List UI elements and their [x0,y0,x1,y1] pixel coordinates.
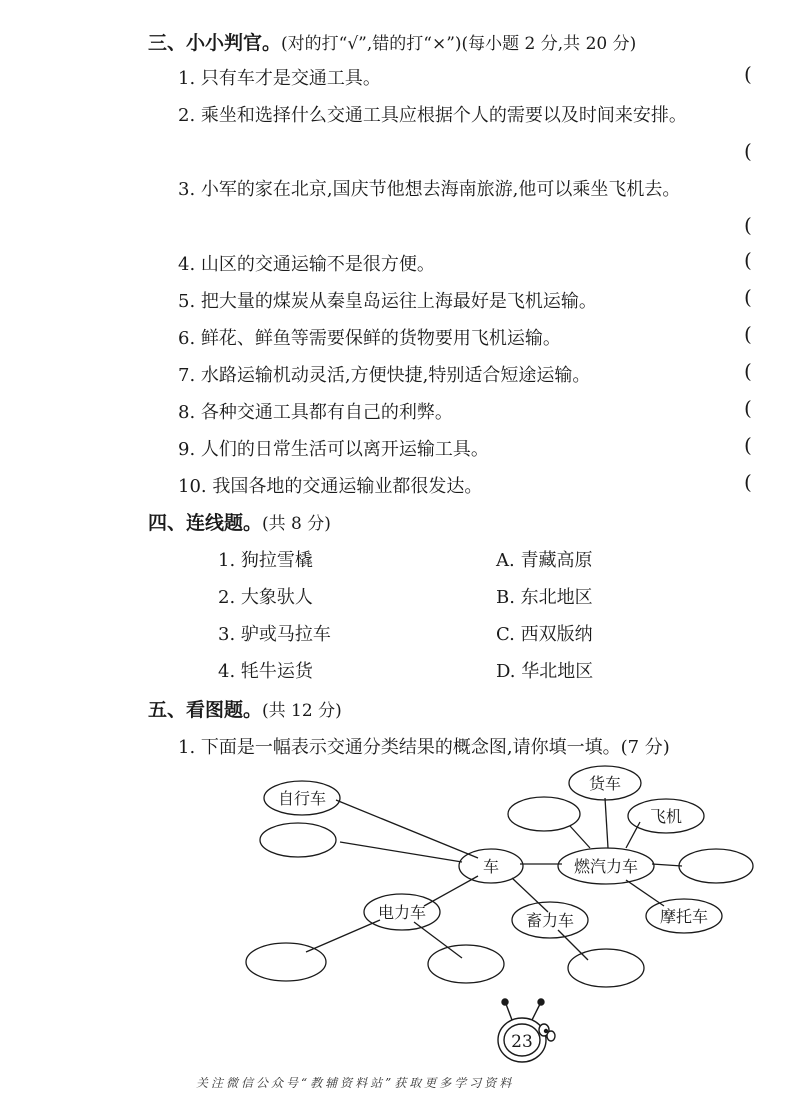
answer-paren-6[interactable]: ( [744,322,752,346]
match-left-3[interactable]: 3. 驴或马拉车 [218,624,331,645]
question-4: 4. 山区的交通运输不是很方便。 [178,254,435,275]
section5-question-1: 1. 下面是一幅表示交通分类结果的概念图,请你填一填。(7 分) [178,737,670,758]
section3-note: (对的打“√”,错的打“×”)(每小题 2 分,共 20 分) [281,34,637,54]
section5-title: 五、看图题。 [148,699,263,721]
section3-title: 三、小小判官。 [148,32,282,54]
answer-paren-9[interactable]: ( [744,433,752,457]
label-center: 车 [482,857,500,876]
node-empty-bl [246,943,326,981]
label-truck: 货车 [588,774,622,793]
section4-title: 四、连线题。 [148,512,263,534]
node-empty-bm [428,945,504,983]
answer-paren-3[interactable]: ( [744,213,752,237]
match-left-4[interactable]: 4. 牦牛运货 [218,661,313,682]
link-empty-left [340,842,462,862]
match-right-b[interactable]: B. 东北地区 [496,587,593,608]
label-motorcycle: 摩托车 [659,907,709,926]
label-electric: 电力车 [377,903,427,922]
question-7: 7. 水路运输机动灵活,方便快捷,特别适合短途运输。 [178,365,591,386]
section5-note: (共 12 分) [262,701,342,721]
label-animal: 畜力车 [525,911,575,930]
question-3: 3. 小军的家在北京,国庆节他想去海南旅游,他可以乘坐飞机去。 [178,179,681,200]
match-left-2[interactable]: 2. 大象驮人 [218,587,313,608]
link-empty-top [570,826,590,848]
answer-paren-2[interactable]: ( [744,139,752,163]
answer-paren-1[interactable]: ( [744,62,752,86]
link-plane [626,822,640,848]
footer-note: 关注微信公众号“教辅资料站”获取更多学习资料 [196,1076,515,1090]
question-6: 6. 鲜花、鲜鱼等需要保鲜的货物要用飞机运输。 [178,328,561,349]
match-left-1[interactable]: 1. 狗拉雪橇 [218,550,313,571]
label-fuel: 燃汽力车 [573,857,639,876]
page-number: 23 [511,1032,533,1052]
section4-note: (共 8 分) [262,514,331,534]
question-8: 8. 各种交通工具都有自己的利弊。 [178,402,453,423]
node-empty-left [260,823,336,857]
node-empty-right [679,849,753,883]
question-10: 10. 我国各地的交通运输业都很发达。 [178,476,483,497]
page-number-badge [498,999,555,1062]
link-bicycle [336,800,478,858]
node-empty-br [568,949,644,987]
label-plane: 飞机 [649,807,683,826]
link-empty-right [652,864,682,866]
node-empty-top [508,797,580,831]
link-electric-left [306,920,380,952]
answer-paren-8[interactable]: ( [744,396,752,420]
answer-paren-7[interactable]: ( [744,359,752,383]
link-animal [512,878,548,912]
question-2: 2. 乘坐和选择什么交通工具应根据个人的需要以及时间来安排。 [178,105,687,126]
answer-paren-5[interactable]: ( [744,285,752,309]
match-right-a[interactable]: A. 青藏高原 [496,550,593,571]
link-truck [605,798,608,848]
question-1: 1. 只有车才是交通工具。 [178,68,381,89]
link-motorcycle [626,880,664,906]
match-right-c[interactable]: C. 西双版纳 [496,624,593,645]
answer-paren-10[interactable]: ( [744,470,752,494]
question-9: 9. 人们的日常生活可以离开运输工具。 [178,439,489,460]
question-5: 5. 把大量的煤炭从秦皇岛运往上海最好是飞机运输。 [178,291,597,312]
answer-paren-4[interactable]: ( [744,248,752,272]
label-bicycle: 自行车 [277,789,327,808]
match-right-d[interactable]: D. 华北地区 [496,661,594,682]
